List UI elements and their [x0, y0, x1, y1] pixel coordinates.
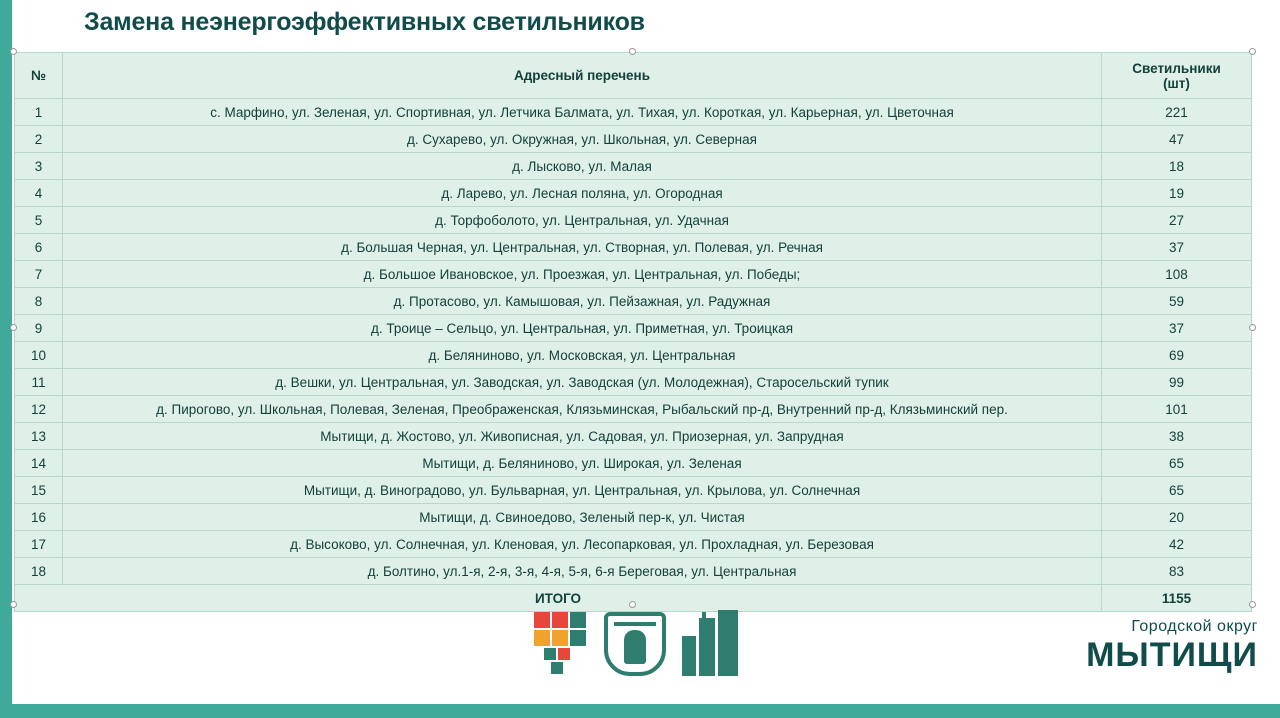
cell-lamps: 47 — [1102, 126, 1252, 153]
cell-address: Мытищи, д. Жостово, ул. Живописная, ул. Садовая, ул. Приозерная, ул. Запрудная — [63, 423, 1102, 450]
cell-address: д. Болтино, ул.1-я, 2-я, 3-я, 4-я, 5-я, 6-я Береговая, ул. Центральная — [63, 558, 1102, 585]
selection-handle-top-right[interactable] — [1249, 48, 1256, 55]
cell-num: 7 — [15, 261, 63, 288]
total-label: ИТОГО — [15, 585, 1102, 612]
cell-address: д. Протасово, ул. Камышовая, ул. Пейзажная, ул. Радужная — [63, 288, 1102, 315]
table-head — [15, 53, 1252, 99]
table-row — [15, 423, 1252, 450]
brand-block — [1086, 618, 1258, 672]
header-address: Адресный перечень — [63, 53, 1102, 99]
mki-logo-icon — [534, 612, 590, 676]
cell-address: д. Сухарево, ул. Окружная, ул. Школьная, ул. Северная — [63, 126, 1102, 153]
header-lamps-line1: Светильники — [1132, 60, 1221, 76]
footer — [0, 604, 1280, 704]
header-num: № — [15, 53, 63, 99]
cell-address: Мытищи, д. Свиноедово, Зеленый пер-к, ул. Чистая — [63, 504, 1102, 531]
cell-lamps: 37 — [1102, 234, 1252, 261]
cell-num: 4 — [15, 180, 63, 207]
cell-address: д. Лысково, ул. Малая — [63, 153, 1102, 180]
cell-lamps: 42 — [1102, 531, 1252, 558]
cell-num: 18 — [15, 558, 63, 585]
cell-lamps: 69 — [1102, 342, 1252, 369]
cell-num: 5 — [15, 207, 63, 234]
table-row — [15, 180, 1252, 207]
cell-address: д. Троице – Сельцо, ул. Центральная, ул. Приметная, ул. Троицкая — [63, 315, 1102, 342]
cell-num: 1 — [15, 99, 63, 126]
cell-lamps: 65 — [1102, 477, 1252, 504]
cell-address: д. Вешки, ул. Центральная, ул. Заводская, ул. Заводская (ул. Молодежная), Старосельский тупик — [63, 369, 1102, 396]
table-header-row — [15, 53, 1252, 99]
city-buildings-icon — [680, 610, 742, 676]
brand-subtitle: Городской округ — [1131, 618, 1258, 635]
cell-address: Мытищи, д. Виноградово, ул. Бульварная, ул. Центральная, ул. Крылова, ул. Солнечная — [63, 477, 1102, 504]
cell-lamps: 27 — [1102, 207, 1252, 234]
cell-num: 14 — [15, 450, 63, 477]
page-title: Замена неэнергоэффективных светильников — [84, 8, 645, 36]
total-lamps: 1155 — [1102, 585, 1252, 612]
cell-address: д. Беляниново, ул. Московская, ул. Центральная — [63, 342, 1102, 369]
cell-num: 11 — [15, 369, 63, 396]
table-row — [15, 504, 1252, 531]
table-row — [15, 153, 1252, 180]
cell-lamps: 59 — [1102, 288, 1252, 315]
cell-lamps: 19 — [1102, 180, 1252, 207]
selection-handle-middle-right[interactable] — [1249, 324, 1256, 331]
cell-num: 3 — [15, 153, 63, 180]
table-row — [15, 369, 1252, 396]
table-row — [15, 126, 1252, 153]
cell-address: д. Торфоболото, ул. Центральная, ул. Удачная — [63, 207, 1102, 234]
coat-of-arms-icon — [604, 612, 666, 676]
selection-handle-top-center[interactable] — [629, 48, 636, 55]
table-row — [15, 288, 1252, 315]
address-table — [14, 52, 1252, 612]
bottom-accent-bar — [0, 704, 1280, 718]
cell-lamps: 18 — [1102, 153, 1252, 180]
table-row — [15, 99, 1252, 126]
table-row — [15, 207, 1252, 234]
table-row — [15, 558, 1252, 585]
cell-lamps: 101 — [1102, 396, 1252, 423]
table-row — [15, 342, 1252, 369]
cell-address: д. Пирогово, ул. Школьная, Полевая, Зеленая, Преображенская, Клязьминская, Рыбальский пр-д, Внутренний пр-д, Клязьминский пер. — [63, 396, 1102, 423]
brand-title: МЫТИЩИ — [1086, 636, 1258, 674]
selection-handle-top-left[interactable] — [10, 48, 17, 55]
cell-address: д. Большая Черная, ул. Центральная, ул. Створная, ул. Полевая, ул. Речная — [63, 234, 1102, 261]
cell-lamps: 83 — [1102, 558, 1252, 585]
table-row — [15, 261, 1252, 288]
cell-address: д. Ларево, ул. Лесная поляна, ул. Огородная — [63, 180, 1102, 207]
selection-handle-bottom-right[interactable] — [1249, 601, 1256, 608]
selection-handle-bottom-left[interactable] — [10, 601, 17, 608]
header-lamps-line2: (шт) — [1163, 75, 1190, 91]
table-row — [15, 396, 1252, 423]
cell-lamps: 108 — [1102, 261, 1252, 288]
table-row — [15, 234, 1252, 261]
table-row — [15, 477, 1252, 504]
footer-logos — [534, 610, 742, 676]
cell-num: 6 — [15, 234, 63, 261]
cell-lamps: 99 — [1102, 369, 1252, 396]
cell-lamps: 20 — [1102, 504, 1252, 531]
selection-handle-bottom-center[interactable] — [629, 601, 636, 608]
table-row — [15, 450, 1252, 477]
table-row — [15, 315, 1252, 342]
cell-num: 17 — [15, 531, 63, 558]
cell-num: 12 — [15, 396, 63, 423]
cell-num: 10 — [15, 342, 63, 369]
table-body — [15, 99, 1252, 585]
cell-address: Мытищи, д. Беляниново, ул. Широкая, ул. Зеленая — [63, 450, 1102, 477]
cell-lamps: 221 — [1102, 99, 1252, 126]
cell-address: д. Большое Ивановское, ул. Проезжая, ул. Центральная, ул. Победы; — [63, 261, 1102, 288]
cell-num: 16 — [15, 504, 63, 531]
cell-address: д. Высоково, ул. Солнечная, ул. Кленовая, ул. Лесопарковая, ул. Прохладная, ул. Березовая — [63, 531, 1102, 558]
cell-num: 8 — [15, 288, 63, 315]
address-table-container[interactable] — [14, 52, 1252, 604]
table-row — [15, 531, 1252, 558]
cell-lamps: 38 — [1102, 423, 1252, 450]
cell-num: 13 — [15, 423, 63, 450]
cell-lamps: 37 — [1102, 315, 1252, 342]
cell-num: 2 — [15, 126, 63, 153]
header-lamps — [1102, 53, 1252, 99]
cell-num: 15 — [15, 477, 63, 504]
cell-lamps: 65 — [1102, 450, 1252, 477]
cell-address: с. Марфино, ул. Зеленая, ул. Спортивная, ул. Летчика Балмата, ул. Тихая, ул. Короткая, ул. Карьерная, ул. Цветочная — [63, 99, 1102, 126]
selection-handle-middle-left[interactable] — [10, 324, 17, 331]
cell-num: 9 — [15, 315, 63, 342]
